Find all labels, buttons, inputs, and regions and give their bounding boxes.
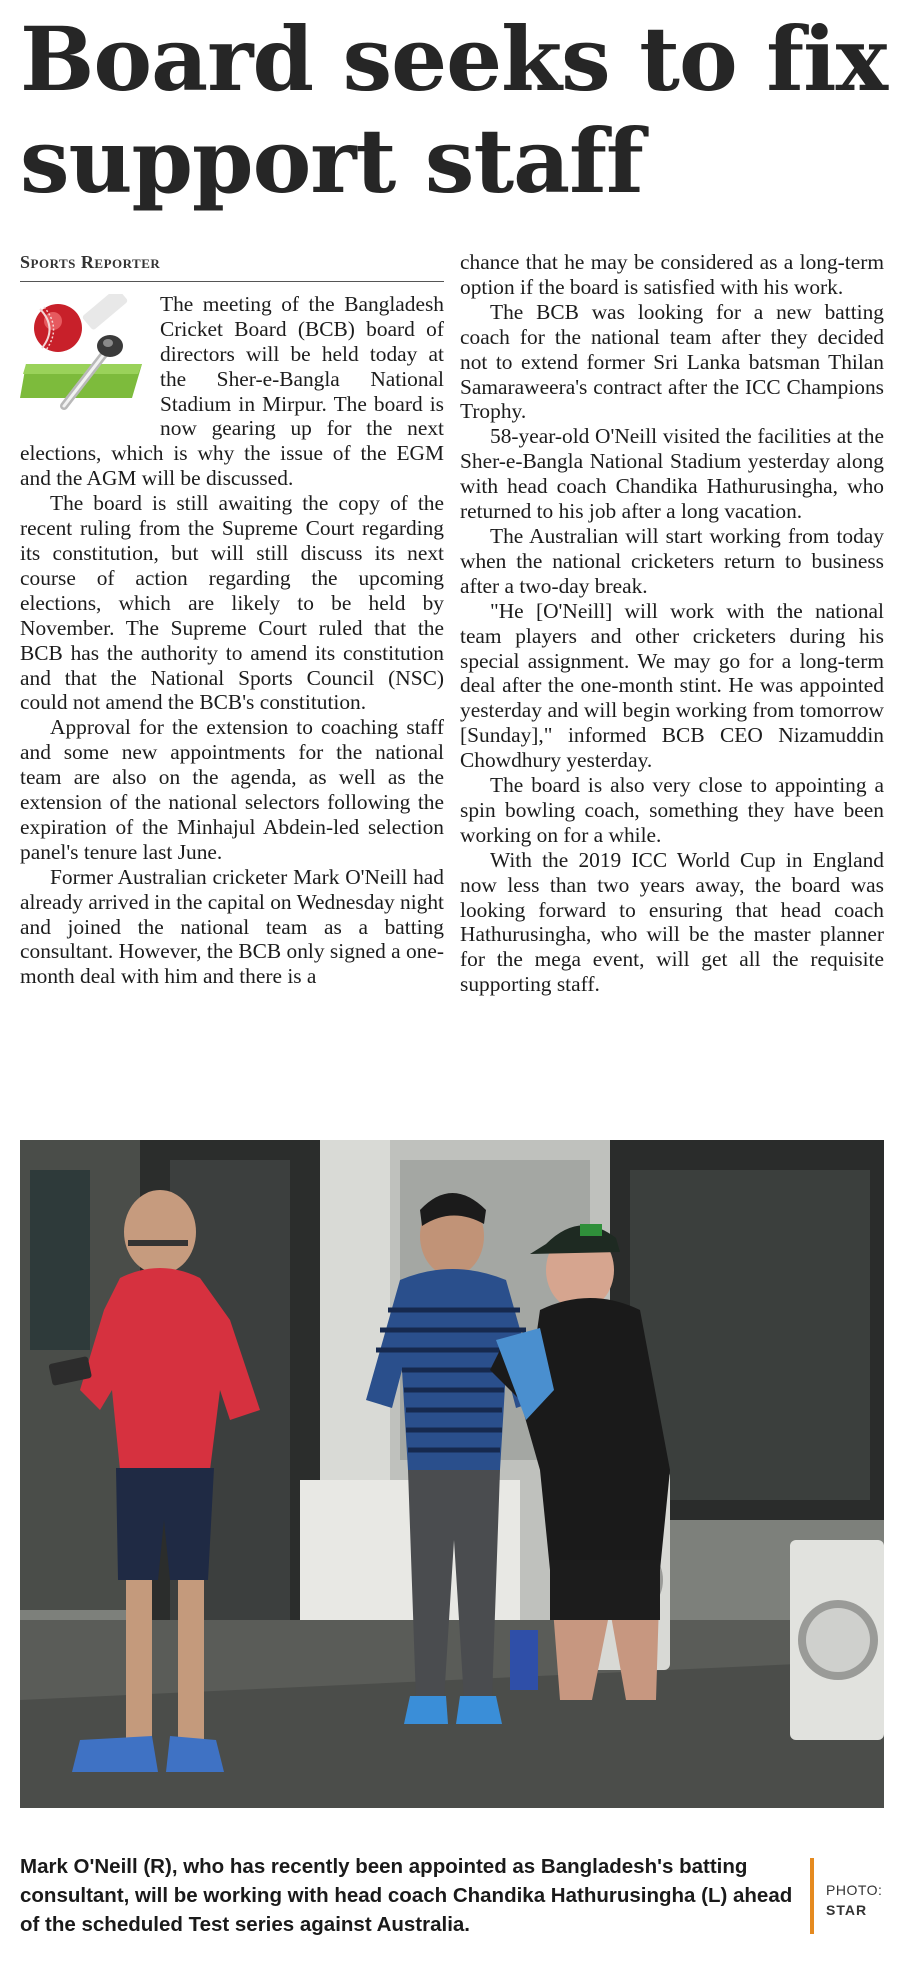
- paragraph-7: The Australian will start working from today when the national cricketers return to business after a two-day break.: [460, 523, 884, 598]
- article-column-right: [460, 250, 884, 997]
- paragraph-4: Former Australian cricketer Mark O'Neill had already arrived in the capital on Wednesday night and joined the national team as a batting consultant. However, the BCB only signed a one-month deal with him and there is a: [20, 864, 444, 989]
- paragraph-5: The BCB was looking for a new batting coach for the national team after they decided not to extend former Sri Lanka batsman Thilan Samaraweera's contract after the ICC Champions Trophy.: [460, 299, 884, 424]
- paragraph-4-continued: chance that he may be considered as a long-term option if the board is satisfied with his work.: [460, 250, 884, 299]
- photo-caption: Mark O'Neill (R), who has recently been appointed as Bangladesh's batting consultant, will be working with head coach Chandika Hathurusingha (L) ahead of the scheduled Test series against Australia.: [20, 1855, 793, 1936]
- paragraph-9: The board is also very close to appointing a spin bowling coach, something they have been working on for a while.: [460, 773, 884, 847]
- paragraph-8: "He [O'Neill] will work with the national team players and other cricketers during his special assignment. We may go for a long-term deal after the one-month stint. He was appointed yesterday and will begin working from tomorrow [Sunday]," informed BCB CEO Nizamuddin Chowdhury yesterday.: [460, 598, 884, 773]
- paragraph-1: The meeting of the Bangladesh Cricket Board (BCB) board of directors will be held today at the Sher-e-Bangla National Stadium in Mirpur. The board is now gearing up for the next elections, which is why the issue of the EGM and the AGM will be discussed.: [20, 291, 444, 491]
- photo-coaches-at-stadium: [20, 1140, 884, 1808]
- photo-credit-source: STAR: [826, 1902, 868, 1918]
- cricket-ball-microphone-icon: [20, 294, 148, 418]
- lead-paragraph-block: [20, 292, 444, 491]
- photo-credit: [826, 1880, 882, 1920]
- headline: Board seeks to fix support staff: [20, 7, 888, 213]
- news-photo: [20, 1140, 884, 1808]
- byline: Sports Reporter: [20, 250, 444, 282]
- paragraph-3: Approval for the extension to coaching staff and some new appointments for the national team are also on the agenda, as well as the extension of the national selectors following the expiration of the Minhajul Abdein-led selection panel's tenure last June.: [20, 715, 444, 864]
- paragraph-10: With the 2019 ICC World Cup in England now less than two years away, the board was looking forward to ensuring that head coach Hathurusingha, who will be the master planner for the mega event, will get all the requisite supporting staff.: [460, 847, 884, 997]
- photo-credit-bar: [810, 1858, 814, 1934]
- article-column-left: [20, 250, 444, 989]
- paragraph-6: 58-year-old O'Neill visited the facilities at the Sher-e-Bangla National Stadium yesterday along with head coach Chandika Hathurusingha, who returned to his job after a long vacation.: [460, 424, 884, 524]
- photo-credit-label: PHOTO:: [826, 1882, 883, 1898]
- paragraph-2: The board is still awaiting the copy of the recent ruling from the Supreme Court regarding its constitution, but will still discuss its next course of action regarding the upcoming elections, which are likely to be held by November. The Supreme Court ruled that the BCB has the authority to amend its constitution and that the National Sports Council (NSC) could not amend the BCB's constitution.: [20, 491, 444, 715]
